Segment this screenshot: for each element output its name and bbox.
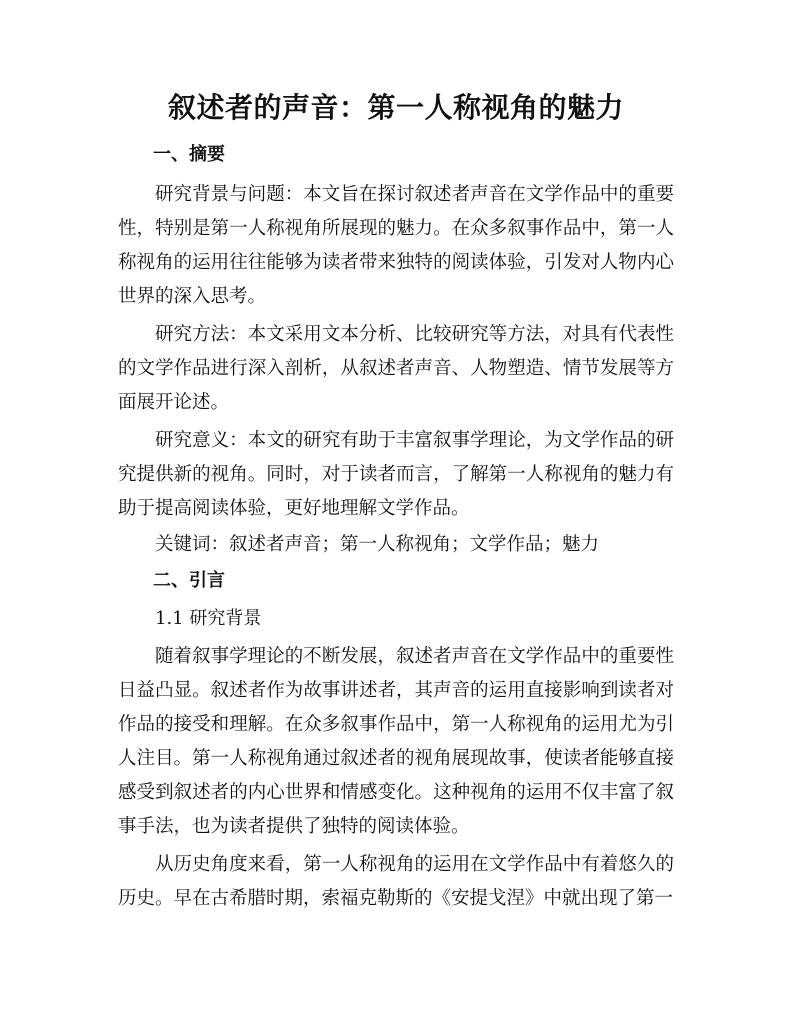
- introduction-paragraph-2: 从历史角度来看，第一人称视角的运用在文学作品中有着悠久的历史。早在古希腊时期，索福克勒斯的《安提戈涅》中就出现了第一: [118, 854, 674, 909]
- abstract-paragraph-background: 研究背景与问题：本文旨在探讨叙述者声音在文学作品中的重要性，特别是第一人称视角所展现的魅力。在众多叙事作品中，第一人称视角的运用往往能够为读者带来独特的阅读体验，引发对人物内心世界的深入思考。: [118, 184, 674, 307]
- abstract-paragraph-significance: 研究意义：本文的研究有助于丰富叙事学理论，为文学作品的研究提供新的视角。同时，对于读者而言，了解第一人称视角的魅力有助于提高阅读体验，更好地理解文学作品。: [118, 430, 674, 519]
- section-heading-abstract: 一、摘要: [153, 144, 225, 165]
- abstract-keywords: 关键词：叙述者声音；第一人称视角；文学作品；魅力: [155, 534, 600, 555]
- abstract-paragraph-methods: 研究方法：本文采用文本分析、比较研究等方法，对具有代表性的文学作品进行深入剖析，从叙述者声音、人物塑造、情节发展等方面展开论述。: [118, 324, 674, 413]
- document-page: [118, 88, 674, 920]
- section-heading-introduction: 二、引言: [153, 570, 225, 591]
- subsection-heading-background: 1.1 研究背景: [155, 608, 262, 629]
- paper-title: 叙述者的声音：第一人称视角的魅力: [167, 91, 624, 124]
- introduction-paragraph-1: 随着叙事学理论的不断发展，叙述者声音在文学作品中的重要性日益凸显。叙述者作为故事讲述者，其声音的运用直接影响到读者对作品的接受和理解。在众多叙事作品中，第一人称视角的运用尤为引人注目。第一人称视角通过叙述者的视角展现故事，使读者能够直接感受到叙述者的内心世界和情感变化。这种视角的运用不仅丰富了叙事手法，也为读者提供了独特的阅读体验。: [118, 646, 674, 837]
